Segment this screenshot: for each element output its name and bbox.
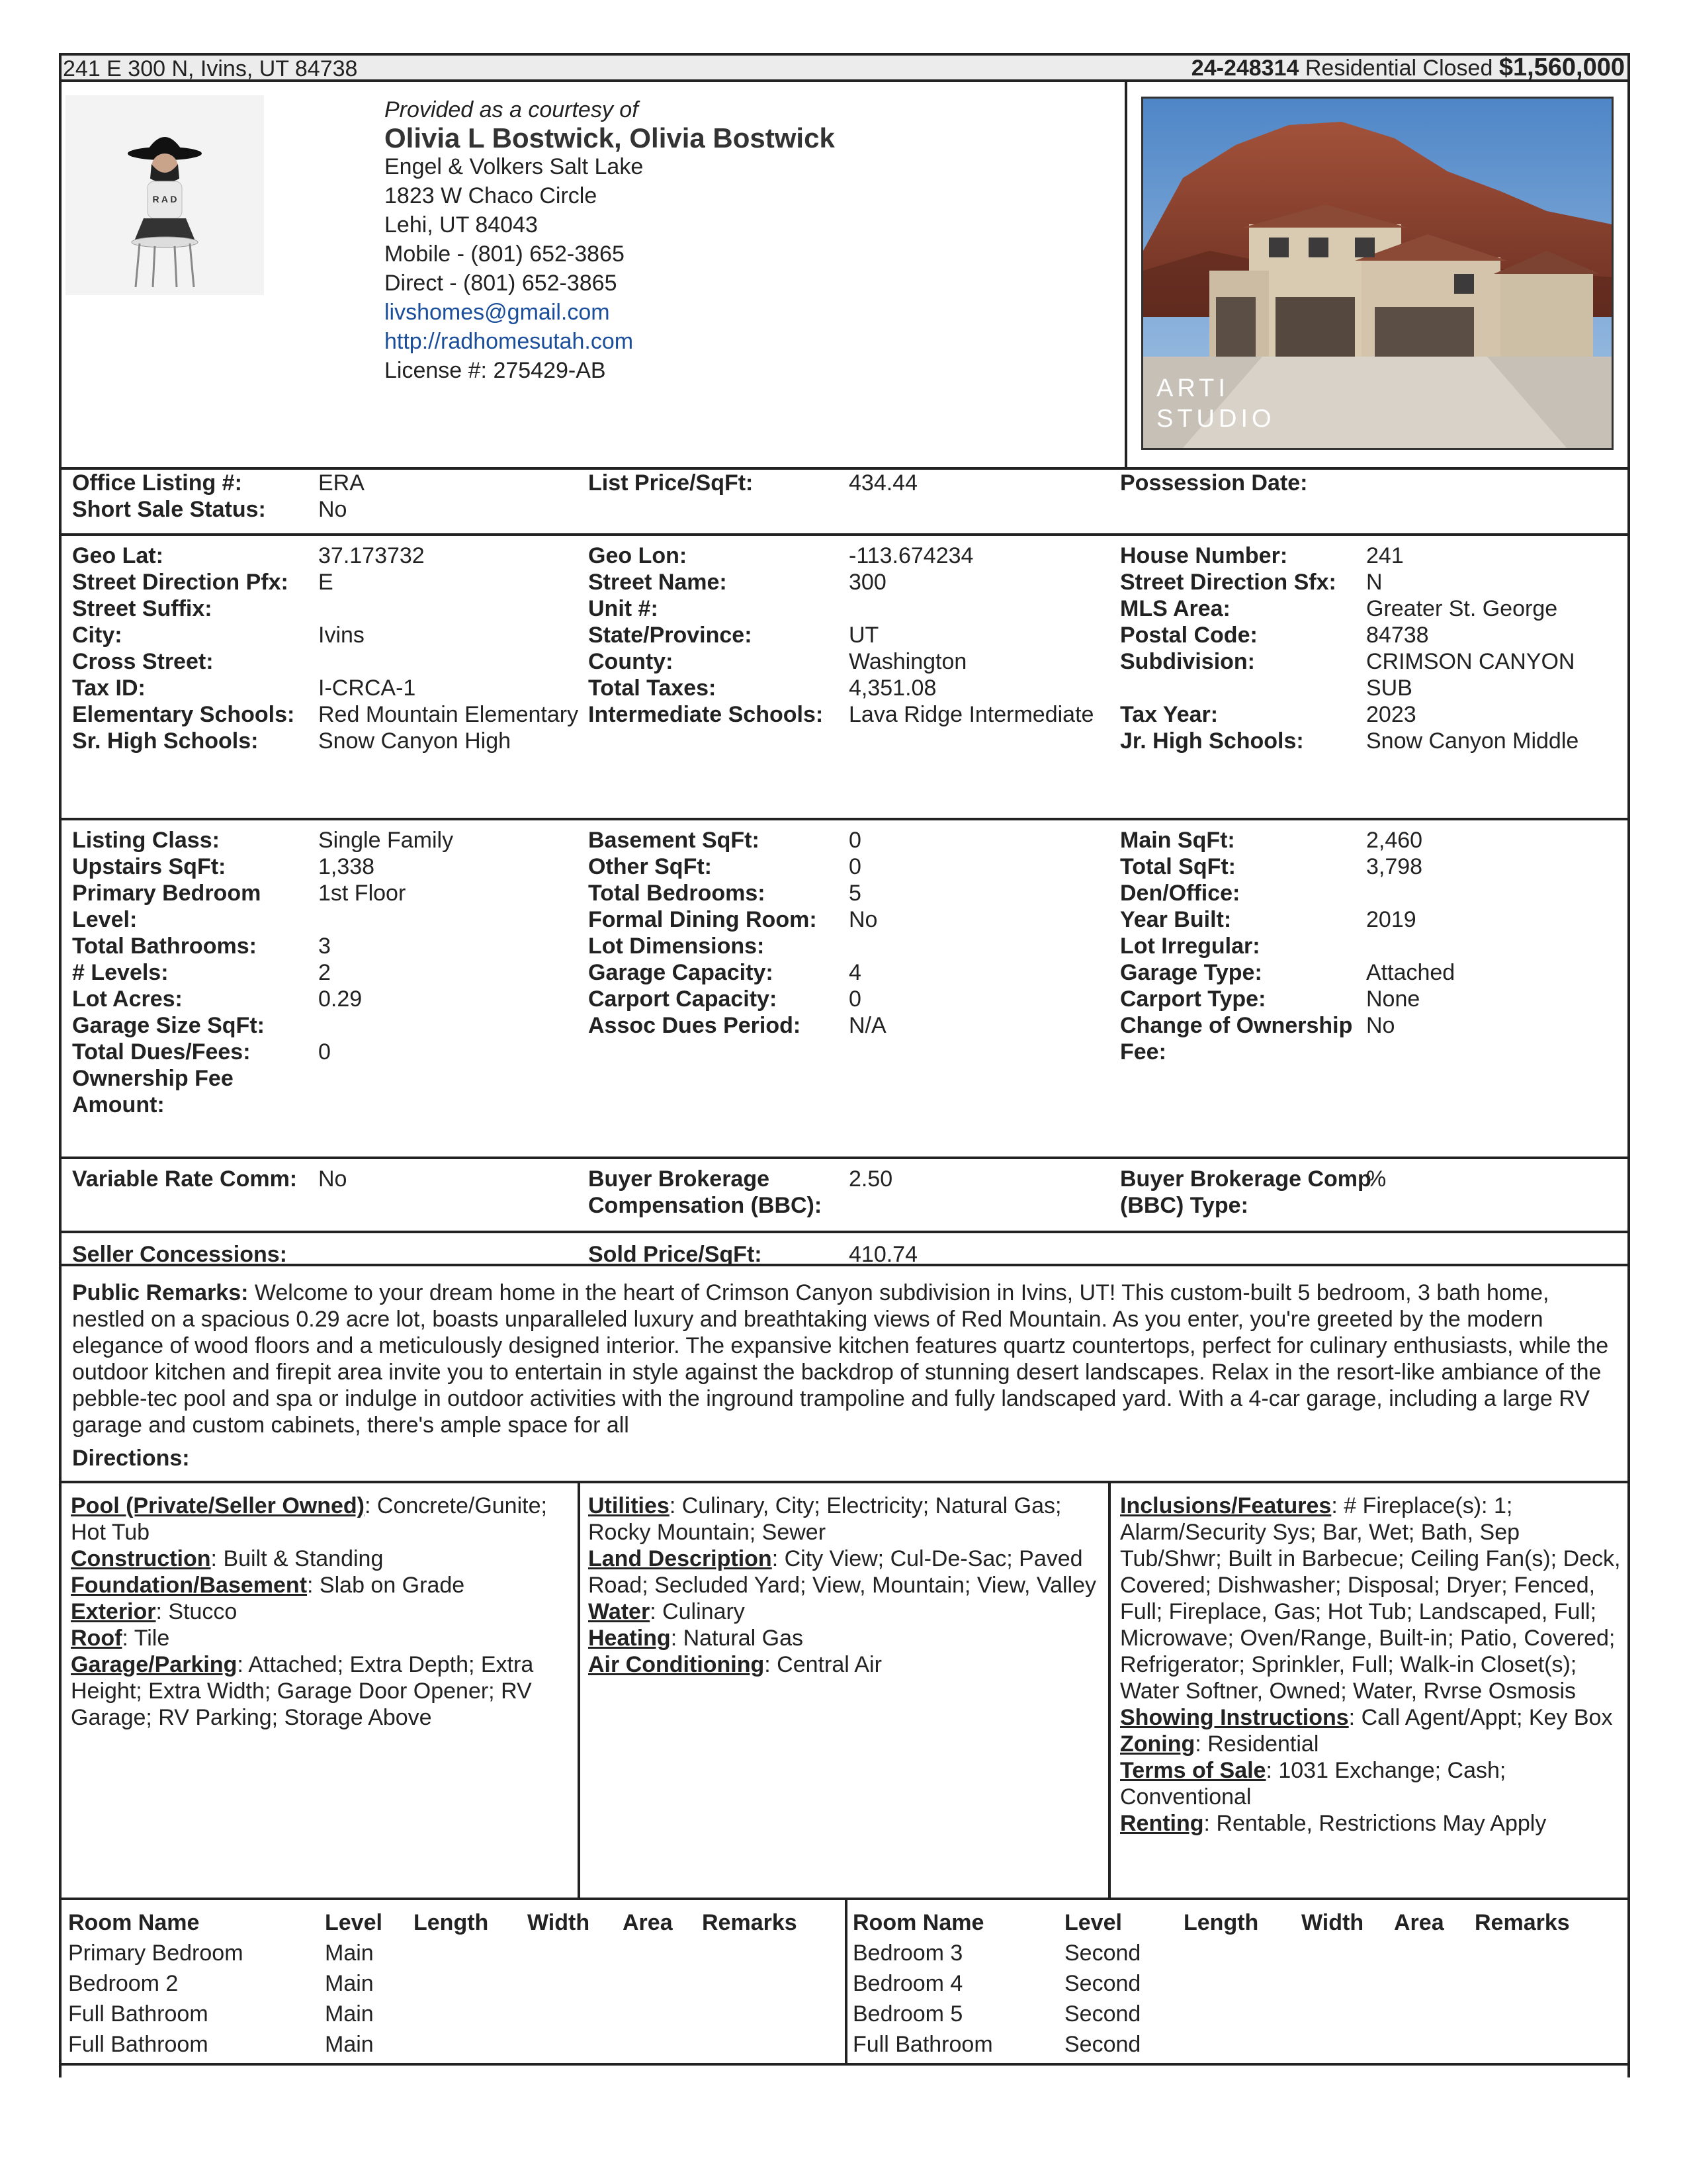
field-value: 1,338 xyxy=(318,854,375,879)
room-level: Second xyxy=(1064,1971,1141,1996)
photo-watermark-line1: ARTI xyxy=(1156,374,1229,402)
feature-item xyxy=(71,1598,571,1625)
agent-email-link[interactable]: livshomes@gmail.com xyxy=(384,300,610,325)
feature-value: : Natural Gas xyxy=(670,1626,803,1651)
feature-key: Terms of Sale xyxy=(1120,1758,1266,1783)
field-value: Red Mountain Elementary xyxy=(318,702,579,727)
label-possession-date: Possession Date: xyxy=(1120,470,1308,496)
field-row xyxy=(588,648,1117,675)
agent-city: Lehi, UT 84043 xyxy=(384,212,538,238)
listing-price: $1,560,000 xyxy=(1498,54,1625,81)
field-value: 2023 xyxy=(1366,702,1416,727)
field-value xyxy=(1366,880,1623,906)
field-row xyxy=(72,827,588,853)
rooms-header xyxy=(853,1909,1627,1940)
courtesy-line: Provided as a courtesy of xyxy=(384,97,638,122)
feature-key: Heating xyxy=(588,1626,671,1651)
feature-value: : Culinary xyxy=(650,1599,745,1624)
room-level: Second xyxy=(1064,2032,1141,2057)
mls-number: 24-248314 xyxy=(1191,56,1299,81)
value-office-listing: ERA xyxy=(318,470,365,496)
field-value: Lava Ridge Intermediate xyxy=(849,702,1094,727)
label-sold-price-sqft: Sold Price/SqFt: xyxy=(588,1242,762,1267)
field-value: Attached xyxy=(1366,960,1455,985)
field-row xyxy=(588,595,1117,622)
feature-value: : Residential xyxy=(1195,1731,1319,1757)
field-label: Lot Irregular: xyxy=(1120,934,1260,959)
agent-license: License #: 275429-AB xyxy=(384,358,606,383)
field-row xyxy=(72,648,588,675)
field-value: N xyxy=(1366,570,1383,595)
feature-key: Renting xyxy=(1120,1811,1204,1836)
bottom-left-tick xyxy=(59,2063,62,2077)
feature-value: : Call Agent/Appt; Key Box xyxy=(1348,1705,1613,1730)
field-value xyxy=(318,1065,588,1118)
field-value xyxy=(849,595,1117,622)
field-label: Formal Dining Room: xyxy=(588,907,817,932)
agent-website-link[interactable]: http://radhomesutah.com xyxy=(384,329,634,354)
svg-text:R A D: R A D xyxy=(152,194,177,204)
feature-key: Pool (Private/Seller Owned) xyxy=(71,1493,365,1518)
field-row xyxy=(588,959,1117,986)
value-variable-rate: No xyxy=(318,1166,347,1192)
field-label: Den/Office: xyxy=(1120,881,1240,906)
field-label: Assoc Dues Period: xyxy=(588,1013,801,1038)
field-label: Geo Lat: xyxy=(72,543,163,568)
feature-value: : Slab on Grade xyxy=(307,1573,465,1598)
feature-value: : # Fireplace(s): 1; Alarm/Security Sys; Bar, Wet; Bath, Sep Tub/Shwr; Built in Barbecue; Ceiling Fan(s); Deck, Covered; Dishwasher; Disposal; Dryer; Fenced, Full; Fireplace, Gas; Hot Tub; Landscaped, Full; Microwave; Oven/Range, Built-in; Patio, Covered; Refrigerator; Sprinkler, Full; Walk-in Closet(s); Water Softner, Owned; Water, Rvrse Osmosis xyxy=(1120,1493,1621,1704)
room-row xyxy=(853,2031,1627,2062)
room-name: Bedroom 4 xyxy=(853,1971,963,1996)
room-name: Full Bathroom xyxy=(68,2032,208,2057)
feature-value: : 1031 Exchange; Cash; Conventional xyxy=(1120,1758,1506,1810)
field-value: Greater St. George xyxy=(1366,596,1558,621)
section-office xyxy=(59,470,1630,536)
field-label: House Number: xyxy=(1120,543,1288,568)
field-value: 4 xyxy=(849,960,861,985)
field-value: No xyxy=(1366,1013,1395,1038)
rooms-column-header: Area xyxy=(623,1910,673,1935)
field-row xyxy=(588,543,1117,569)
field-row xyxy=(72,1012,588,1039)
feature-key: Water xyxy=(588,1599,650,1624)
value-list-price-sqft: 434.44 xyxy=(849,470,918,496)
field-value: 0 xyxy=(318,1039,331,1065)
value-sold-price-sqft: 410.74 xyxy=(849,1242,918,1267)
section-remarks xyxy=(59,1266,1630,1483)
label-short-sale: Short Sale Status: xyxy=(72,497,266,522)
house-illustration xyxy=(1143,99,1612,448)
field-value: 2,460 xyxy=(1366,828,1423,853)
field-label: Elementary Schools: xyxy=(72,702,295,727)
feature-value: : Attached; Extra Depth; Extra Height; Extra Width; Garage Door Opener; RV Garage; RV Parking; Storage Above xyxy=(71,1652,534,1730)
listing-status: Residential Closed xyxy=(1305,56,1493,81)
agent-name: Olivia L Bostwick, Olivia Bostwick xyxy=(384,122,835,153)
field-label: Tax ID: xyxy=(72,676,146,701)
field-row xyxy=(72,675,588,701)
field-row xyxy=(72,880,588,933)
rooms-column-header: Area xyxy=(1394,1910,1444,1935)
field-value: 1st Floor xyxy=(318,881,406,906)
field-label: Unit #: xyxy=(588,596,658,621)
section-details xyxy=(59,820,1630,1159)
field-label: Street Direction Sfx: xyxy=(1120,570,1336,595)
feature-item xyxy=(588,1625,1102,1651)
field-row xyxy=(72,595,588,622)
agent-office: Engel & Volkers Salt Lake xyxy=(384,154,644,179)
field-row xyxy=(1120,933,1623,959)
field-value: 37.173732 xyxy=(318,543,425,568)
rooms-column-header: Length xyxy=(1184,1910,1259,1935)
room-row xyxy=(68,1970,842,2001)
remarks-label: Public Remarks: xyxy=(72,1280,249,1305)
field-label: Garage Size SqFt: xyxy=(72,1013,265,1038)
field-value: 2 xyxy=(318,960,331,985)
field-value xyxy=(1366,933,1623,959)
room-name: Primary Bedroom xyxy=(68,1941,243,1966)
field-label: Primary Bedroom Level: xyxy=(72,881,261,932)
feature-item xyxy=(71,1625,571,1651)
public-remarks xyxy=(72,1280,1622,1438)
feature-item xyxy=(588,1598,1102,1625)
field-label: Change of Ownership Fee: xyxy=(1120,1013,1353,1065)
feature-item xyxy=(1120,1731,1627,1757)
label-bbc: Buyer Brokerage Compensation (BBC): xyxy=(588,1166,822,1218)
field-label: Year Built: xyxy=(1120,907,1232,932)
rooms-column-header: Remarks xyxy=(702,1910,797,1935)
field-label: Cross Street: xyxy=(72,649,214,674)
feature-key: Utilities xyxy=(588,1493,670,1518)
agent-direct: Direct - (801) 652-3865 xyxy=(384,271,617,296)
label-bbc-type: Buyer Brokerage Comp (BBC) Type: xyxy=(1120,1166,1371,1218)
field-row xyxy=(72,622,588,648)
header-status-group xyxy=(1191,54,1625,81)
room-row xyxy=(853,1970,1627,2001)
field-label: # Levels: xyxy=(72,960,169,985)
feature-item xyxy=(71,1493,571,1546)
field-value: Ivins xyxy=(318,623,365,648)
feature-value: : Central Air xyxy=(764,1652,882,1677)
field-value: 3,798 xyxy=(1366,854,1423,879)
property-photo xyxy=(1141,97,1614,450)
field-value: 3 xyxy=(318,934,331,959)
feature-item xyxy=(1120,1810,1627,1837)
rooms-column-header: Remarks xyxy=(1475,1910,1570,1935)
room-row xyxy=(853,1940,1627,1970)
field-label: County: xyxy=(588,649,673,674)
feature-value: : Built & Standing xyxy=(210,1546,384,1571)
field-label: State/Province: xyxy=(588,623,752,648)
field-value xyxy=(849,933,1117,959)
field-row xyxy=(1120,1012,1623,1065)
field-value: 0 xyxy=(849,828,861,853)
field-label: Ownership Fee Amount: xyxy=(72,1066,234,1117)
field-label: Main SqFt: xyxy=(1120,828,1235,853)
field-label: Listing Class: xyxy=(72,828,220,853)
feature-key: Showing Instructions xyxy=(1120,1705,1349,1730)
field-row xyxy=(588,906,1117,933)
room-row xyxy=(68,2001,842,2031)
field-row xyxy=(588,986,1117,1012)
field-value: 84738 xyxy=(1366,623,1429,648)
field-row xyxy=(588,701,1117,728)
label-list-price-sqft: List Price/SqFt: xyxy=(588,470,754,496)
agent-photo-illustration xyxy=(65,95,264,295)
feature-key: Garage/Parking xyxy=(71,1652,238,1677)
field-label: Lot Acres: xyxy=(72,986,183,1012)
section-brokerage xyxy=(59,1159,1630,1233)
field-row xyxy=(72,933,588,959)
feature-key: Roof xyxy=(71,1626,122,1651)
feature-item xyxy=(588,1651,1102,1678)
section-rooms xyxy=(59,1900,1630,2066)
field-label: Street Name: xyxy=(588,570,727,595)
field-label: Sr. High Schools: xyxy=(72,728,259,754)
field-row xyxy=(72,986,588,1012)
field-value: E xyxy=(318,570,333,595)
field-label: Total SqFt: xyxy=(1120,854,1236,879)
field-row xyxy=(1120,728,1623,754)
room-level: Main xyxy=(325,1971,374,1996)
room-name: Bedroom 2 xyxy=(68,1971,179,1996)
room-level: Main xyxy=(325,2032,374,2057)
agent-mobile: Mobile - (801) 652-3865 xyxy=(384,241,625,267)
field-row xyxy=(588,675,1117,701)
field-label: Total Bathrooms: xyxy=(72,934,257,959)
features-divider-2 xyxy=(1108,1483,1111,1898)
field-row xyxy=(72,701,588,728)
feature-value: : Tile xyxy=(122,1626,170,1651)
feature-item xyxy=(71,1546,571,1572)
field-value: Washington xyxy=(849,649,967,674)
field-row xyxy=(588,827,1117,853)
field-row xyxy=(1120,543,1623,569)
feature-value: : Rentable, Restrictions May Apply xyxy=(1203,1811,1547,1836)
agent-avatar xyxy=(65,95,264,295)
field-label: City: xyxy=(72,623,122,648)
feature-key: Land Description xyxy=(588,1546,772,1571)
rooms-column-header: Level xyxy=(1064,1910,1122,1935)
room-level: Main xyxy=(325,2001,374,2027)
field-row xyxy=(1120,648,1623,701)
rooms-header xyxy=(68,1909,842,1940)
photo-divider xyxy=(1125,82,1127,467)
field-label: Jr. High Schools: xyxy=(1120,728,1304,754)
field-label: Intermediate Schools: xyxy=(588,702,824,727)
field-value: I-CRCA-1 xyxy=(318,676,416,701)
rooms-column-header: Room Name xyxy=(68,1910,200,1935)
field-row xyxy=(588,1012,1117,1039)
feature-key: Exterior xyxy=(71,1599,156,1624)
field-value: 5 xyxy=(849,881,861,906)
feature-item xyxy=(588,1493,1102,1546)
rooms-column-header: Width xyxy=(1301,1910,1364,1935)
field-row xyxy=(588,853,1117,880)
label-office-listing: Office Listing #: xyxy=(72,470,242,496)
rooms-divider xyxy=(845,1900,847,2063)
feature-item xyxy=(71,1572,571,1598)
room-name: Full Bathroom xyxy=(68,2001,208,2027)
field-value: 300 xyxy=(849,570,887,595)
field-label: Tax Year: xyxy=(1120,702,1219,727)
field-row xyxy=(72,543,588,569)
field-value: 2019 xyxy=(1366,907,1416,932)
feature-key: Construction xyxy=(71,1546,211,1571)
field-label: Carport Type: xyxy=(1120,986,1266,1012)
feature-value: : Culinary, City; Electricity; Natural Gas; Rocky Mountain; Sewer xyxy=(588,1493,1062,1545)
field-value: 0 xyxy=(849,986,861,1012)
agent-street: 1823 W Chaco Circle xyxy=(384,183,597,208)
field-label: Lot Dimensions: xyxy=(588,934,765,959)
header-address: 241 E 300 N, Ivins, UT 84738 xyxy=(63,56,358,81)
section-location xyxy=(59,536,1630,820)
feature-value: : Concrete/Gunite; Hot Tub xyxy=(71,1493,547,1545)
field-value: Snow Canyon High xyxy=(318,728,511,754)
field-value: No xyxy=(849,907,878,932)
photo-watermark-line2: STUDIO xyxy=(1156,405,1276,433)
field-value: -113.674234 xyxy=(849,543,974,568)
field-row xyxy=(72,1039,588,1065)
feature-key: Inclusions/Features xyxy=(1120,1493,1332,1518)
field-value: Snow Canyon Middle xyxy=(1366,728,1579,754)
field-label: Geo Lon: xyxy=(588,543,687,568)
value-bbc-type: % xyxy=(1366,1166,1387,1192)
room-level: Main xyxy=(325,1941,374,1966)
feature-key: Air Conditioning xyxy=(588,1652,765,1677)
field-value xyxy=(318,1012,588,1039)
field-label: Total Dues/Fees: xyxy=(72,1039,251,1065)
value-short-sale: No xyxy=(318,497,347,522)
field-value: 4,351.08 xyxy=(849,676,937,701)
field-value xyxy=(318,648,588,675)
field-label: Garage Capacity: xyxy=(588,960,773,985)
section-features xyxy=(59,1483,1630,1900)
field-row xyxy=(1120,986,1623,1012)
room-level: Second xyxy=(1064,1941,1141,1966)
label-variable-rate: Variable Rate Comm: xyxy=(72,1166,298,1192)
field-label: Other SqFt: xyxy=(588,854,712,879)
field-value: None xyxy=(1366,986,1420,1012)
field-label: Upstairs SqFt: xyxy=(72,854,226,879)
room-row xyxy=(853,2001,1627,2031)
field-row xyxy=(1120,595,1623,622)
field-row xyxy=(72,853,588,880)
field-row xyxy=(588,622,1117,648)
field-row xyxy=(72,569,588,595)
field-value: CRIMSON CANYON SUB xyxy=(1366,649,1575,701)
feature-item xyxy=(71,1651,571,1731)
features-divider-1 xyxy=(578,1483,580,1898)
feature-key: Zoning xyxy=(1120,1731,1195,1757)
section-sale xyxy=(59,1233,1630,1266)
field-label: MLS Area: xyxy=(1120,596,1231,621)
field-row xyxy=(72,728,588,754)
room-name: Full Bathroom xyxy=(853,2032,993,2057)
field-value: UT xyxy=(849,623,879,648)
field-row xyxy=(1120,853,1623,880)
room-name: Bedroom 5 xyxy=(853,2001,963,2027)
field-value: 241 xyxy=(1366,543,1404,568)
field-row xyxy=(588,880,1117,906)
field-row xyxy=(1120,622,1623,648)
field-value xyxy=(318,595,588,622)
field-row xyxy=(588,569,1117,595)
field-label: Total Taxes: xyxy=(588,676,716,701)
feature-value: : Stucco xyxy=(155,1599,238,1624)
field-label: Street Direction Pfx: xyxy=(72,570,288,595)
field-label: Garage Type: xyxy=(1120,960,1262,985)
feature-key: Foundation/Basement xyxy=(71,1573,308,1598)
field-row xyxy=(1120,569,1623,595)
field-value: 0.29 xyxy=(318,986,363,1012)
field-value: N/A xyxy=(849,1013,887,1038)
field-row xyxy=(1120,827,1623,853)
field-value: Single Family xyxy=(318,828,454,853)
field-row xyxy=(1120,906,1623,933)
field-row xyxy=(72,1065,588,1118)
room-name: Bedroom 3 xyxy=(853,1941,963,1966)
room-row xyxy=(68,1940,842,1970)
feature-value: : City View; Cul-De-Sac; Paved Road; Secluded Yard; View, Mountain; View, Valley xyxy=(588,1546,1097,1598)
label-seller-concessions: Seller Concessions: xyxy=(72,1242,288,1267)
agent-info xyxy=(384,97,1152,384)
field-label: Carport Capacity: xyxy=(588,986,777,1012)
rooms-column-header: Length xyxy=(413,1910,489,1935)
directions-label: Directions: xyxy=(72,1446,190,1471)
feature-item xyxy=(1120,1757,1627,1810)
room-row xyxy=(68,2031,842,2062)
value-bbc: 2.50 xyxy=(849,1166,893,1192)
field-label: Subdivision: xyxy=(1120,649,1255,674)
field-row xyxy=(1120,880,1623,906)
field-row xyxy=(1120,959,1623,986)
feature-item xyxy=(588,1546,1102,1598)
field-label: Street Suffix: xyxy=(72,596,212,621)
field-label: Postal Code: xyxy=(1120,623,1258,648)
field-label: Basement SqFt: xyxy=(588,828,759,853)
agent-section xyxy=(59,82,1630,470)
rooms-column-header: Room Name xyxy=(853,1910,984,1935)
header-bar xyxy=(59,53,1630,82)
feature-item xyxy=(1120,1493,1627,1704)
field-row xyxy=(72,959,588,986)
bottom-right-tick xyxy=(1627,2063,1630,2077)
field-value: 0 xyxy=(849,854,861,879)
feature-item xyxy=(1120,1704,1627,1731)
rooms-column-header: Level xyxy=(325,1910,382,1935)
room-level: Second xyxy=(1064,2001,1141,2027)
remarks-text: Welcome to your dream home in the heart of Crimson Canyon subdivision in Ivins, UT! This custom-built 5 bedroom, 3 bath home, nestled on a spacious 0.29 acre lot, boasts unparalleled luxury and breathtaking views of Red Mountain. As you enter, you're greeted by the modern elegance of wood floors and a meticulously designed interior. The expansive kitchen features quartz countertops, perfect for culinary enthusiasts, while the outdoor kitchen and firepit area invite you to entertain in style against the backdrop of stunning desert landscapes. Relax in the resort-like ambiance of the pebble-tec pool and spa or indulge in outdoor activities with the inground trampoline and fully landscaped yard. With a 4-car garage, including a large RV garage and custom cabinets, there's ample space for all xyxy=(72,1280,1609,1438)
field-row xyxy=(588,933,1117,959)
field-row xyxy=(1120,701,1623,728)
field-label: Total Bedrooms: xyxy=(588,881,765,906)
rooms-column-header: Width xyxy=(527,1910,590,1935)
